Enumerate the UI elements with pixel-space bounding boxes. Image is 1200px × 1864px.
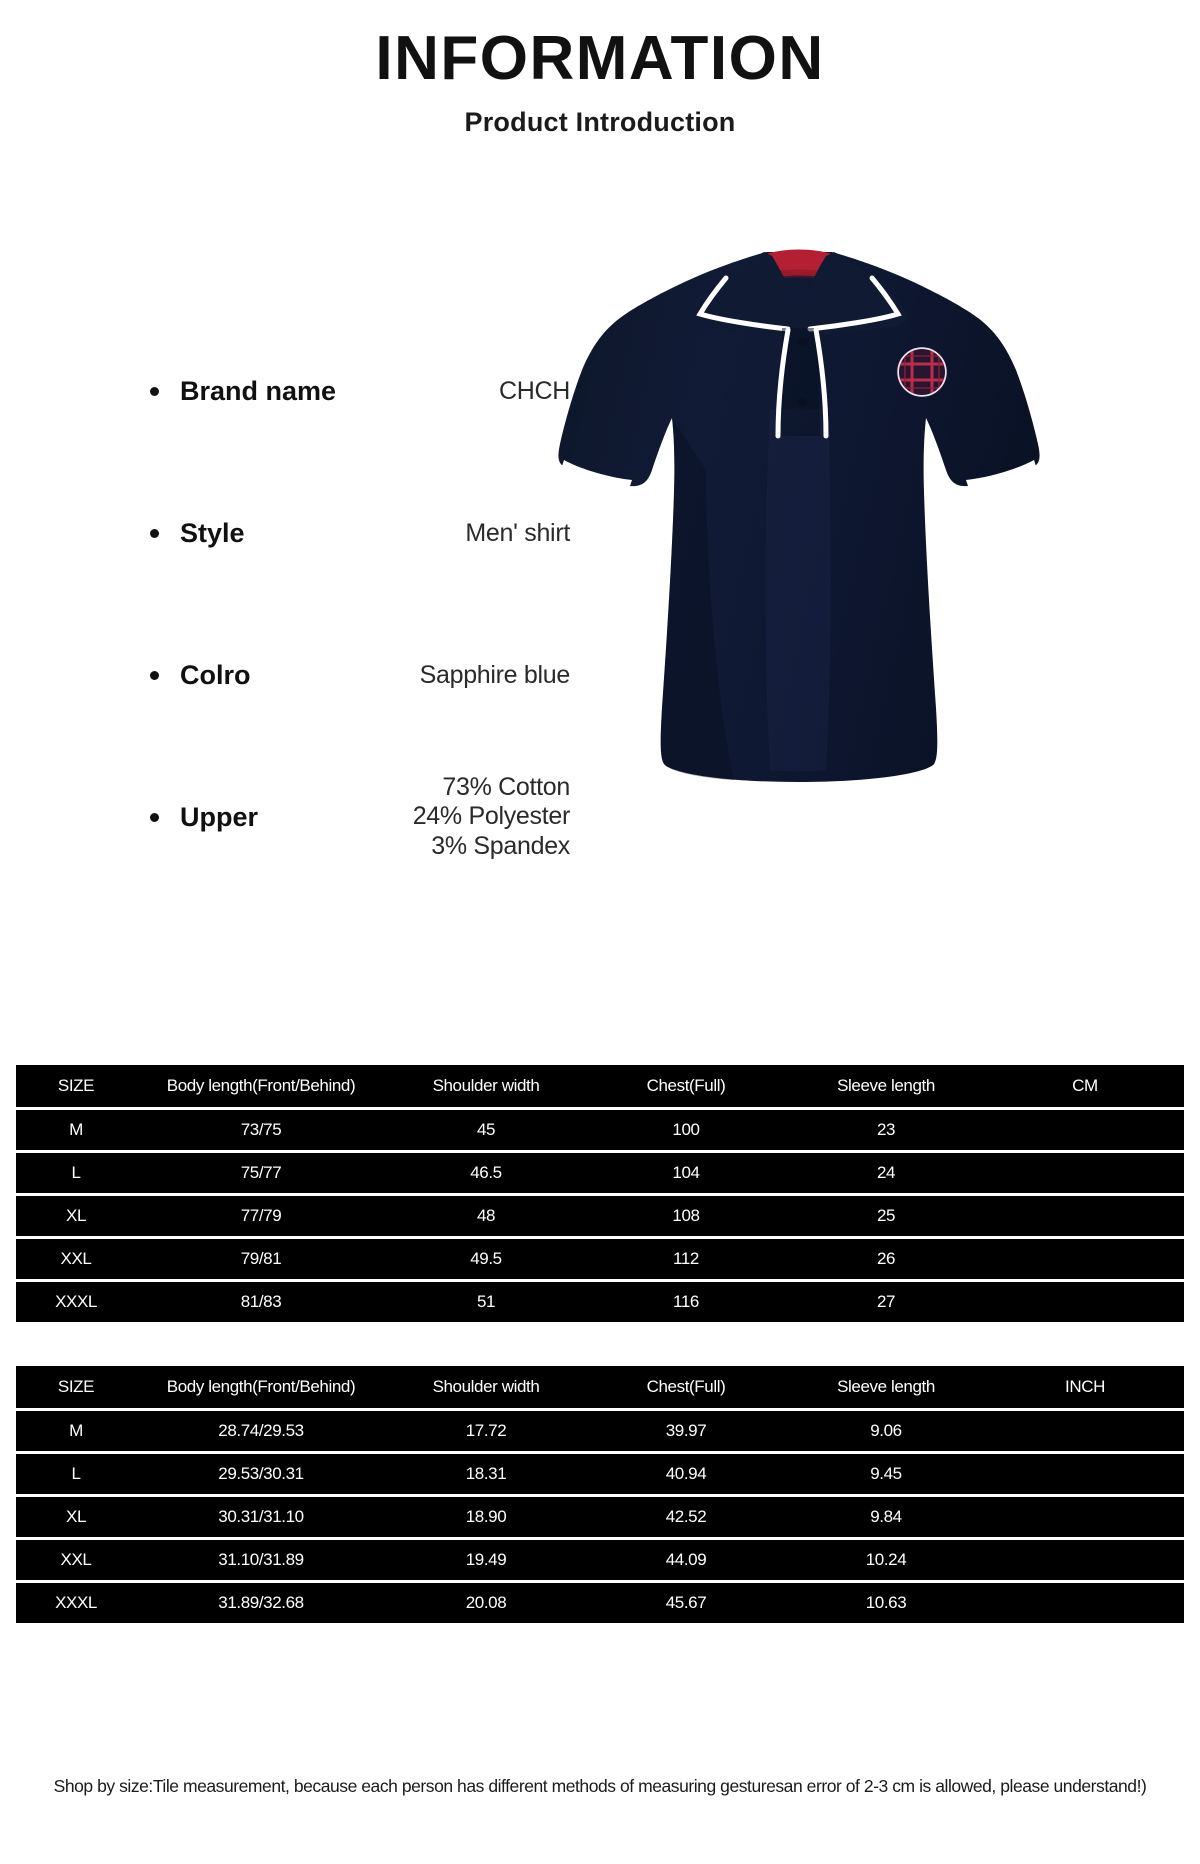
cell-shoulder: 20.08 [386, 1583, 586, 1623]
table-row [16, 1153, 1184, 1193]
cell-unit [986, 1110, 1184, 1150]
cell-sleeve: 25 [786, 1196, 986, 1236]
table-row [16, 1196, 1184, 1236]
spec-row-upper [150, 746, 570, 888]
column-header-sleeve: Sleeve length [786, 1366, 986, 1408]
cell-chest: 112 [586, 1239, 786, 1279]
table-row [16, 1454, 1184, 1494]
cell-unit [986, 1282, 1184, 1322]
cell-sleeve: 24 [786, 1153, 986, 1193]
cell-size: XXL [16, 1540, 136, 1580]
shirt-highlight [766, 409, 831, 772]
cell-body: 75/77 [136, 1153, 386, 1193]
table-row [16, 1583, 1184, 1623]
cell-chest: 108 [586, 1196, 786, 1236]
placket-button-top [798, 338, 809, 346]
cell-body: 77/79 [136, 1196, 386, 1236]
upper-material-line-1: 73% Cotton [442, 773, 570, 802]
spec-row-brand-name [150, 320, 570, 462]
column-header-sleeve: Sleeve length [786, 1065, 986, 1107]
cell-unit [986, 1239, 1184, 1279]
table-row [16, 1411, 1184, 1451]
table-header-row [16, 1366, 1184, 1408]
cell-chest: 104 [586, 1153, 786, 1193]
column-header-body: Body length(Front/Behind) [136, 1366, 386, 1408]
bullet-icon [150, 529, 180, 538]
cell-unit [986, 1153, 1184, 1193]
column-header-shoulder: Shoulder width [386, 1366, 586, 1408]
column-header-shoulder: Shoulder width [386, 1065, 586, 1107]
cell-chest: 40.94 [586, 1454, 786, 1494]
cell-body: 79/81 [136, 1239, 386, 1279]
bullet-icon [150, 813, 180, 822]
spec-label-color: Colro [180, 659, 251, 690]
cell-body: 73/75 [136, 1110, 386, 1150]
upper-material-line-2: 24% Polyester [412, 802, 570, 831]
cell-chest: 44.09 [586, 1540, 786, 1580]
size-table-cm [16, 1062, 1184, 1325]
table-header-row [16, 1065, 1184, 1107]
bullet-icon [150, 387, 180, 396]
cell-sleeve: 9.06 [786, 1411, 986, 1451]
cell-size: M [16, 1411, 136, 1451]
cell-shoulder: 46.5 [386, 1153, 586, 1193]
column-header-body: Body length(Front/Behind) [136, 1065, 386, 1107]
cell-chest: 42.52 [586, 1497, 786, 1537]
cell-shoulder: 45 [386, 1110, 586, 1150]
cell-size: XXL [16, 1239, 136, 1279]
table-row [16, 1497, 1184, 1537]
column-header-chest: Chest(Full) [586, 1366, 786, 1408]
cell-shoulder: 48 [386, 1196, 586, 1236]
cell-unit [986, 1540, 1184, 1580]
polo-shirt-illustration [520, 230, 1080, 810]
cell-chest: 116 [586, 1282, 786, 1322]
chest-badge-pattern [899, 349, 945, 395]
spec-label-style: Style [180, 517, 245, 548]
table-row [16, 1282, 1184, 1322]
column-header-chest: Chest(Full) [586, 1065, 786, 1107]
cell-body: 30.31/31.10 [136, 1497, 386, 1537]
cell-size: M [16, 1110, 136, 1150]
spec-value-style: Men' shirt [465, 518, 570, 547]
bullet-icon [150, 671, 180, 680]
cell-size: XL [16, 1196, 136, 1236]
cell-shoulder: 18.31 [386, 1454, 586, 1494]
cell-unit [986, 1411, 1184, 1451]
column-header-unit: CM [986, 1065, 1184, 1107]
cell-unit [986, 1497, 1184, 1537]
spec-value-brand-name: CHCH [498, 376, 570, 405]
cell-body: 29.53/30.31 [136, 1454, 386, 1494]
cell-shoulder: 49.5 [386, 1239, 586, 1279]
cell-unit [986, 1583, 1184, 1623]
table-row [16, 1110, 1184, 1150]
cell-sleeve: 10.24 [786, 1540, 986, 1580]
spec-value-color: Sapphire blue [419, 660, 570, 689]
cell-chest: 39.97 [586, 1411, 786, 1451]
upper-material-line-3: 3% Spandex [431, 831, 570, 860]
spec-row-color [150, 604, 570, 746]
table-row [16, 1540, 1184, 1580]
table-row [16, 1239, 1184, 1279]
cell-sleeve: 27 [786, 1282, 986, 1322]
cell-sleeve: 9.84 [786, 1497, 986, 1537]
cell-size: XXXL [16, 1583, 136, 1623]
spec-label-brand-name: Brand name [180, 375, 337, 406]
cell-sleeve: 23 [786, 1110, 986, 1150]
placket-button-middle [797, 398, 808, 406]
spec-row-style [150, 462, 570, 604]
product-photo-polo-shirt [520, 230, 1080, 810]
page-subtitle: Product Introduction [464, 107, 736, 138]
spec-label-upper: Upper [180, 801, 259, 832]
column-header-size: SIZE [16, 1366, 136, 1408]
cell-size: XL [16, 1497, 136, 1537]
cell-size: XXXL [16, 1282, 136, 1322]
column-header-size: SIZE [16, 1065, 136, 1107]
cell-sleeve: 26 [786, 1239, 986, 1279]
cell-shoulder: 19.49 [386, 1540, 586, 1580]
cell-sleeve: 9.45 [786, 1454, 986, 1494]
cell-body: 28.74/29.53 [136, 1411, 386, 1451]
cell-shoulder: 17.72 [386, 1411, 586, 1451]
page-title: INFORMATION [375, 24, 825, 93]
cell-unit [986, 1454, 1184, 1494]
cell-body: 31.89/32.68 [136, 1583, 386, 1623]
column-header-unit: INCH [986, 1366, 1184, 1408]
measurement-disclaimer: Shop by size:Tile measurement, because each person has different methods of measuring gesturesan error of 2-3 cm is allowed, please understand!) [53, 1776, 1147, 1796]
size-table-inch [16, 1363, 1184, 1626]
cell-body: 81/83 [136, 1282, 386, 1322]
cell-shoulder: 51 [386, 1282, 586, 1322]
cell-size: L [16, 1454, 136, 1494]
cell-shoulder: 18.90 [386, 1497, 586, 1537]
cell-body: 31.10/31.89 [136, 1540, 386, 1580]
page-header [0, 26, 1200, 138]
cell-sleeve: 10.63 [786, 1583, 986, 1623]
cell-chest: 100 [586, 1110, 786, 1150]
cell-chest: 45.67 [586, 1583, 786, 1623]
cell-unit [986, 1196, 1184, 1236]
product-spec-list [150, 320, 570, 888]
cell-size: L [16, 1153, 136, 1193]
